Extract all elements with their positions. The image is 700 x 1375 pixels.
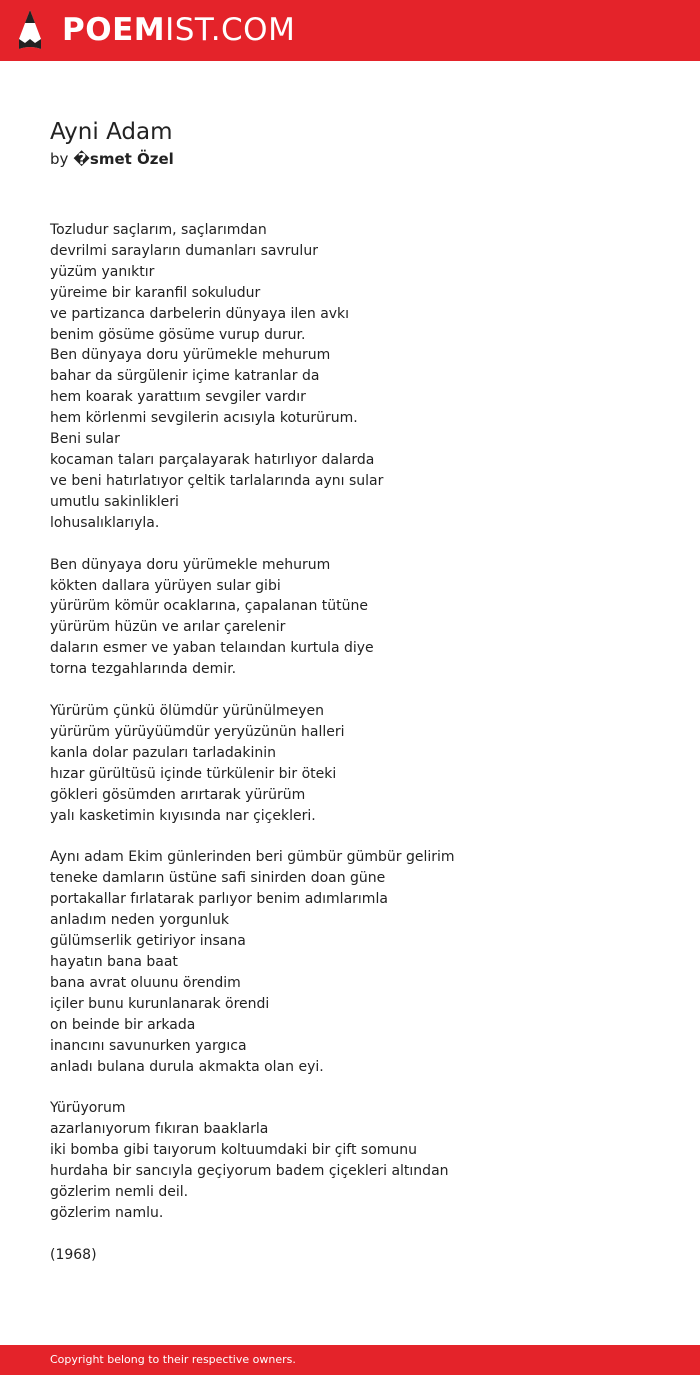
poem-line: yüzüm yanıktır <box>50 263 155 280</box>
poem-stanza <box>50 701 670 826</box>
poem-line: gökleri gösümden arırtarak yürürüm <box>50 786 306 803</box>
poem-author-name: smet Özel <box>89 150 174 168</box>
poem-line: on beinde bir arkada <box>50 1016 196 1033</box>
poem-line: iki bomba gibi taıyorum koltuumdaki bir çift somunu <box>50 1142 418 1159</box>
poem-line: hem körlenmi sevgilerin acısıyla koturürum. <box>50 410 358 427</box>
poem-content <box>50 117 670 1287</box>
site-header <box>0 0 700 61</box>
poem-line: hızar gürültüsü içinde türkülenir bir öteki <box>50 765 337 782</box>
poem-line: Yürürüm çünkü ölümdür yürünülmeyen <box>50 703 324 720</box>
poem-line: benim gösüme gösüme vurup durur. <box>50 326 306 343</box>
poem-line: yürürüm yürüyüümdür yeryüzünün halleri <box>50 723 345 740</box>
poem-line: daların esmer ve yaban telaından kurtula diye <box>50 640 374 657</box>
poem-line: teneke damların üstüne safi sinirden doan güne <box>50 870 386 887</box>
poem-line: umutlu sakinlikleri <box>50 493 179 510</box>
site-brand[interactable] <box>62 10 295 50</box>
brand-light: IST.COM <box>165 12 296 48</box>
poem-line: Ben dünyaya doru yürümekle mehurum <box>50 556 331 573</box>
poem-line: gözlerim namlu. <box>50 1204 164 1221</box>
poem-line: ve partizanca darbelerin dünyaya ilen avkı <box>50 305 350 322</box>
poem-line: ve beni hatırlatıyor çeltik tarlalarında aynı sular <box>50 472 384 489</box>
poem-line: portakallar fırlatarak parlıyor benim adımlarımla <box>50 891 388 908</box>
poem-line: hayatın bana baat <box>50 954 178 970</box>
poem-stanza <box>50 847 670 1077</box>
poem-title: Ayni Adam <box>50 119 173 145</box>
poem-line: azarlanıyorum fıkıran baaklarla <box>50 1121 269 1138</box>
poem-line: hem koarak yarattıım sevgiler vardır <box>50 389 306 406</box>
poem-stanza <box>50 220 670 534</box>
poem-line: anladım neden yorgunluk <box>50 912 229 929</box>
poem-line: yüreime bir karanfil sokuludur <box>50 284 261 301</box>
poem-author: �smet Özel <box>73 150 174 168</box>
poem-line: Yürüyorum <box>50 1100 126 1117</box>
poem-line: Ben dünyaya doru yürümekle mehurum <box>50 347 331 364</box>
poem-line: bana avrat oluunu örendim <box>50 974 241 991</box>
poem-byline <box>50 149 670 169</box>
poem-line: bahar da sürgülenir içime katranlar da <box>50 368 320 385</box>
poem-line: kanla dolar pazuları tarladakinin <box>50 744 277 761</box>
poem-line: (1968) <box>50 1246 97 1263</box>
poem-line: kökten dallara yürüyen sular gibi <box>50 577 281 594</box>
brand-bold: POEM <box>62 12 166 48</box>
poem-line: Aynı adam Ekim günlerinden beri gümbür gümbür gelirim <box>50 849 455 866</box>
poem-line: Beni sular <box>50 431 120 448</box>
poem-line: gözlerim nemli deil. <box>50 1184 189 1201</box>
poem-line: yalı kasketimin kıyısında nar çiçekleri. <box>50 807 316 824</box>
poem-line: inancını savunurken yargıca <box>50 1037 247 1054</box>
poem-line: kocaman taları parçalayarak hatırlıyor dalarda <box>50 451 375 468</box>
poem-line: Tozludur saçlarım, saçlarımdan <box>50 222 267 238</box>
poem-body <box>50 220 670 1266</box>
poem-line: devrilmi sarayların dumanları savrulur <box>50 242 318 259</box>
poem-line: içiler bunu kurunlanarak örendi <box>50 995 270 1012</box>
poem-line: hurdaha bir sancıyla geçiyorum badem çiçekleri altından <box>50 1163 449 1180</box>
copyright-text: Copyright belong to their respective owners. <box>50 1353 296 1366</box>
poem-line: yürürüm hüzün ve arılar çarelenir <box>50 619 286 636</box>
poem-stanza <box>50 1098 670 1223</box>
poem-line: yürürüm kömür ocaklarına, çapalanan tütüne <box>50 598 369 615</box>
poem-line: lohusalıklarıyla. <box>50 514 160 531</box>
poem-line: anladı bulana durula akmakta olan eyi. <box>50 1058 324 1075</box>
pencil-logo-icon[interactable] <box>17 9 43 51</box>
site-footer <box>0 1345 700 1375</box>
byline-prefix: by <box>50 150 69 168</box>
poem-stanza <box>50 555 670 680</box>
poem-stanza <box>50 1245 670 1266</box>
poem-line: torna tezgahlarında demir. <box>50 661 237 678</box>
poem-line: gülümserlik getiriyor insana <box>50 933 246 950</box>
